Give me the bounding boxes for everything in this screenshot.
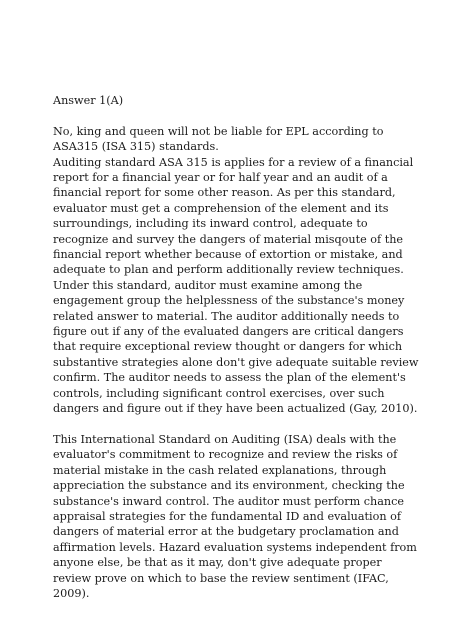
paragraph-line: Auditing standard ASA 315 is applies for a review of a financial (53, 155, 414, 169)
paragraph-1 (53, 124, 423, 417)
paragraph-line: controls, including significant control exercises, over such (53, 386, 385, 400)
paragraph-line: material mistake in the cash related explanations, through (53, 463, 387, 477)
paragraph-line: evaluator must get a comprehension of the element and its (53, 201, 389, 215)
paragraph-line: that require exceptional review thought or dangers for which (53, 340, 403, 354)
paragraph-line: dangers of material error at the budgetary proclamation and (53, 525, 399, 539)
paragraph-line: appreciation the substance and its environment, checking the (53, 479, 405, 493)
paragraph-line: report for a financial year or for half year and an audit of a (53, 171, 388, 185)
paragraph-line: engagement group the helplessness of the substance's money (53, 294, 405, 308)
paragraph-line: financial report for some other reason. As per this standard, (53, 186, 396, 200)
paragraph-line: dangers and figure out if they have been actualized (Gay, 2010). (53, 402, 418, 416)
paragraph-line: related answer to material. The auditor additionally needs to (53, 309, 400, 323)
paragraph-line: adequate to plan and perform additionally review techniques. (53, 263, 404, 277)
paragraph-line: Under this standard, auditor must examine among the (53, 278, 363, 292)
document-body (53, 93, 423, 601)
paragraph-line: evaluator's commitment to recognize and review the risks of (53, 448, 398, 462)
answer-heading: Answer 1(A) (53, 94, 124, 107)
paragraph-line: recognize and survey the dangers of material misqoute of the (53, 232, 404, 246)
spacer (53, 108, 423, 123)
paragraph-line: surroundings, including its inward control, adequate to (53, 217, 368, 231)
paragraph-line: anyone else, be that as it may, don't give adequate proper (53, 556, 382, 570)
paragraph-line: affirmation levels. Hazard evaluation systems independent from (53, 540, 417, 554)
paragraph-line: figure out if any of the evaluated dangers are critical dangers (53, 325, 404, 339)
paragraph-line: financial report whether because of extortion or mistake, and (53, 248, 403, 262)
paragraph-line: No, king and queen will not be liable for EPL according to (53, 124, 384, 138)
paragraph-line: substantive strategies alone don't give adequate suitable review (53, 355, 419, 369)
paragraph-line: appraisal strategies for the fundamental ID and evaluation of (53, 509, 401, 523)
spacer (53, 417, 423, 432)
paragraph-line: confirm. The auditor needs to assess the plan of the element's (53, 371, 406, 385)
paragraph-line: This International Standard on Auditing (ISA) deals with the (53, 432, 397, 446)
paragraph-line: substance's inward control. The auditor must perform chance (53, 494, 405, 508)
paragraph-2 (53, 432, 423, 601)
paragraph-line: ASA315 (ISA 315) standards. (53, 140, 219, 154)
paragraph-line: review prove on which to base the review sentiment (IFAC, (53, 571, 389, 585)
paragraph-line: 2009). (53, 586, 90, 600)
